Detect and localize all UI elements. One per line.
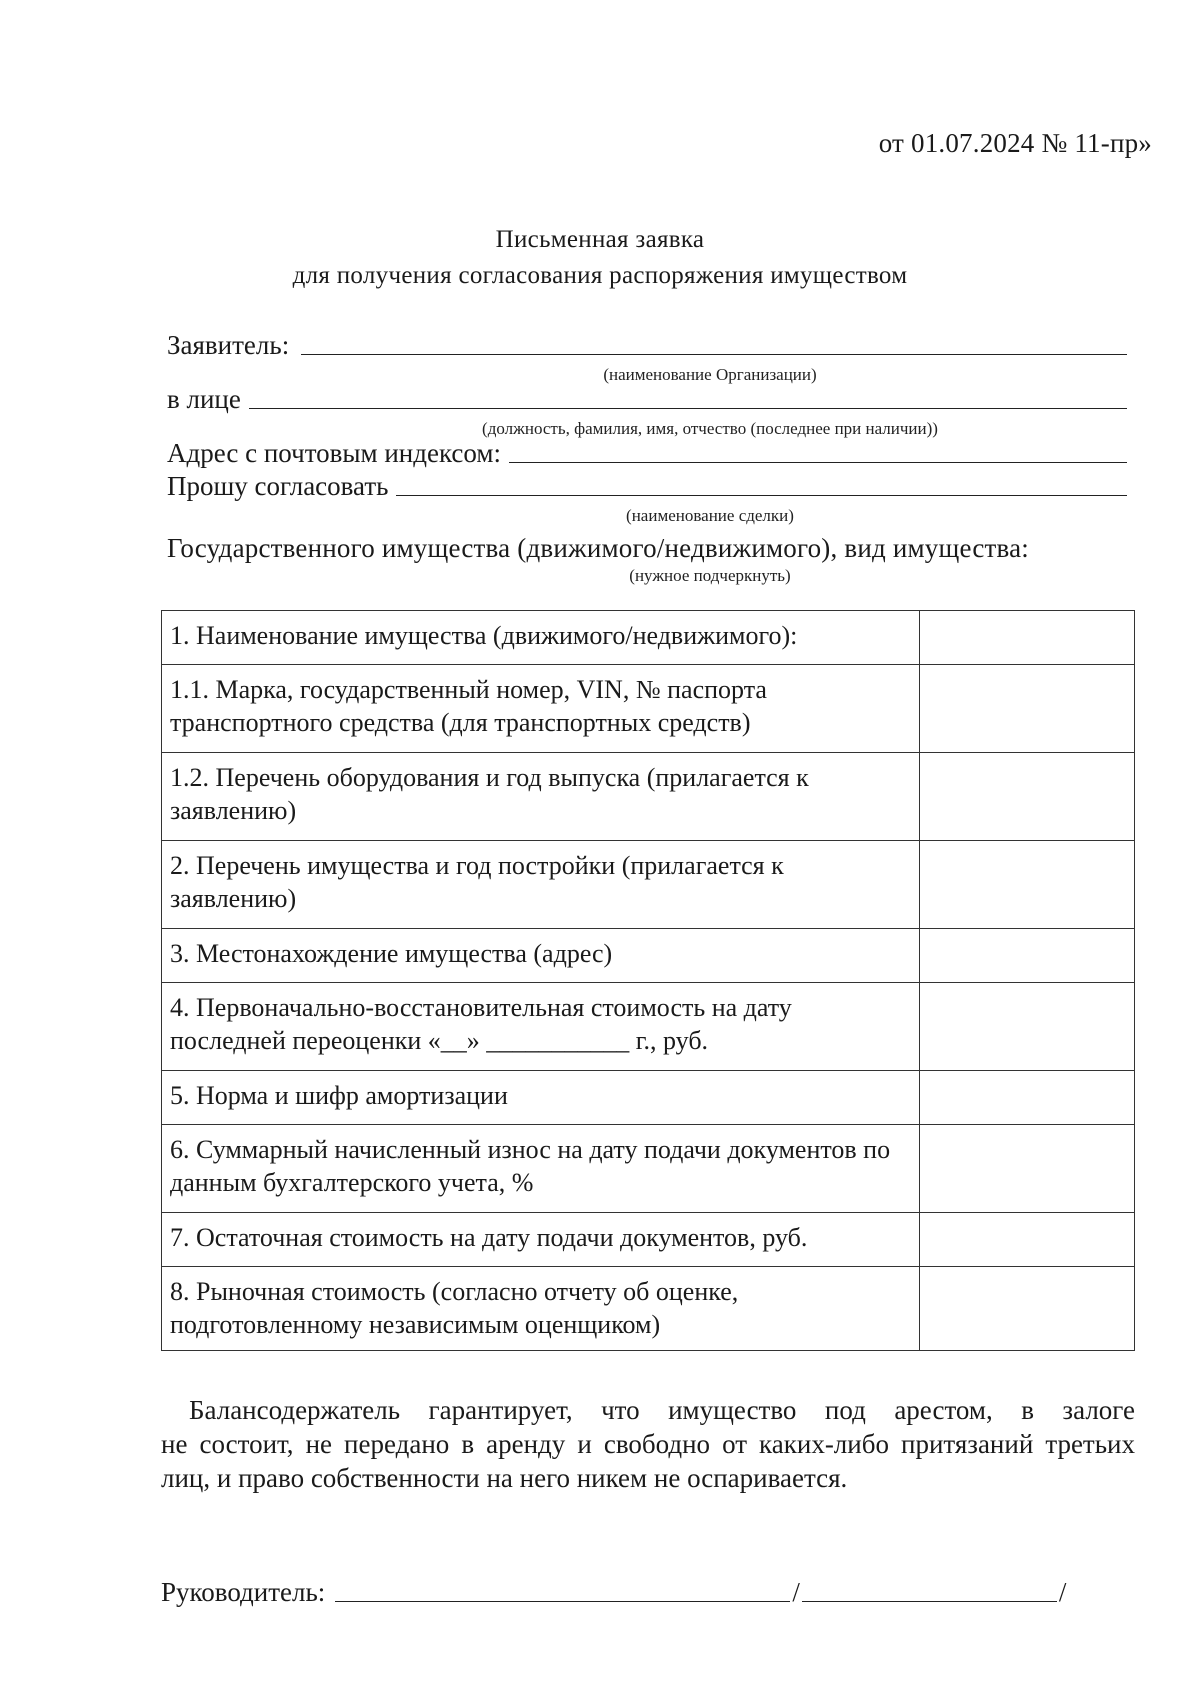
document-reference: от 01.07.2024 № 11-пр»: [878, 128, 1152, 158]
guarantee-line-1: Балансодержатель гарантирует, что имущество под арестом, в залоге: [189, 1395, 1135, 1425]
request-hint: (наименование сделки): [626, 506, 794, 525]
address-field-row: [167, 438, 1127, 469]
address-input-line[interactable]: [509, 461, 1127, 463]
row-label-3: 3. Местонахождение имущества (адрес): [162, 929, 920, 983]
guarantee-line-2: не состоит, не передано в аренду и свободно от каких-либо притязаний третьих: [161, 1429, 1135, 1459]
name-line[interactable]: [802, 1600, 1057, 1602]
table-row: [162, 841, 1135, 929]
row-label-2: 2. Перечень имущества и год постройки (прилагается к заявлению): [162, 841, 920, 929]
table-row: [162, 753, 1135, 841]
represented-hint: (должность, фамилия, имя, отчество (последнее при наличии)): [482, 419, 938, 438]
applicant-hint: (наименование Организации): [603, 365, 817, 384]
row-value-2[interactable]: [920, 841, 1135, 929]
document-subtitle: для получения согласования распоряжения имуществом: [292, 262, 908, 289]
signature-label: Руководитель:: [161, 1577, 326, 1607]
row-label-8: 8. Рыночная стоимость (согласно отчету об оценке, подготовленному независимым оценщиком): [162, 1267, 920, 1351]
row-value-1[interactable]: [920, 611, 1135, 665]
signature-separator-1: /: [792, 1577, 800, 1607]
row-label-1: 1. Наименование имущества (движимого/недвижимого):: [162, 611, 920, 665]
signature-line[interactable]: [335, 1600, 790, 1602]
row-value-3[interactable]: [920, 929, 1135, 983]
table-row: [162, 1125, 1135, 1213]
row-value-5[interactable]: [920, 1071, 1135, 1125]
row-value-4[interactable]: [920, 983, 1135, 1071]
property-type-text: Государственного имущества (движимого/недвижимого), вид имущества:: [167, 533, 1029, 563]
signature-separator-2: /: [1058, 1577, 1067, 1607]
request-input-line[interactable]: [396, 494, 1127, 496]
row-value-6[interactable]: [920, 1125, 1135, 1213]
table-row: [162, 929, 1135, 983]
row-label-1-2: 1.2. Перечень оборудования и год выпуска (прилагается к заявлению): [162, 753, 920, 841]
table-row: [162, 665, 1135, 753]
applicant-input-line[interactable]: [301, 353, 1127, 355]
row-value-8[interactable]: [920, 1267, 1135, 1351]
guarantee-line-3: лиц, и право собственности на него никем не оспаривается.: [161, 1463, 848, 1493]
table-row: [162, 1213, 1135, 1267]
address-label: Адрес с почтовым индексом:: [167, 438, 501, 468]
applicant-field-row: [167, 330, 1127, 361]
row-value-1-2[interactable]: [920, 753, 1135, 841]
document-title: Письменная заявка: [495, 226, 705, 253]
row-value-7[interactable]: [920, 1213, 1135, 1267]
table-row: [162, 1071, 1135, 1125]
property-table: [161, 610, 1135, 1351]
property-type-hint: (нужное подчеркнуть): [629, 566, 791, 585]
row-label-1-1: 1.1. Марка, государственный номер, VIN, № паспорта транспортного средства (для транспортных средств): [162, 665, 920, 753]
table-row: [162, 1267, 1135, 1351]
represented-input-line[interactable]: [249, 407, 1127, 409]
row-label-7: 7. Остаточная стоимость на дату подачи документов, руб.: [162, 1213, 920, 1267]
row-label-6: 6. Суммарный начисленный износ на дату подачи документов по данным бухгалтерского учета, %: [162, 1125, 920, 1213]
table-row: [162, 611, 1135, 665]
represented-field-row: [167, 384, 1127, 415]
applicant-label: Заявитель:: [167, 330, 290, 360]
table-row: [162, 983, 1135, 1071]
represented-label: в лице: [167, 384, 241, 414]
row-label-4: 4. Первоначально-восстановительная стоимость на дату последней переоценки «__» ___________ г., руб.: [162, 983, 920, 1071]
request-label: Прошу согласовать: [167, 471, 389, 501]
request-field-row: [167, 471, 1127, 502]
signature-row: [161, 1577, 1068, 1608]
row-label-5: 5. Норма и шифр амортизации: [162, 1071, 920, 1125]
row-value-1-1[interactable]: [920, 665, 1135, 753]
